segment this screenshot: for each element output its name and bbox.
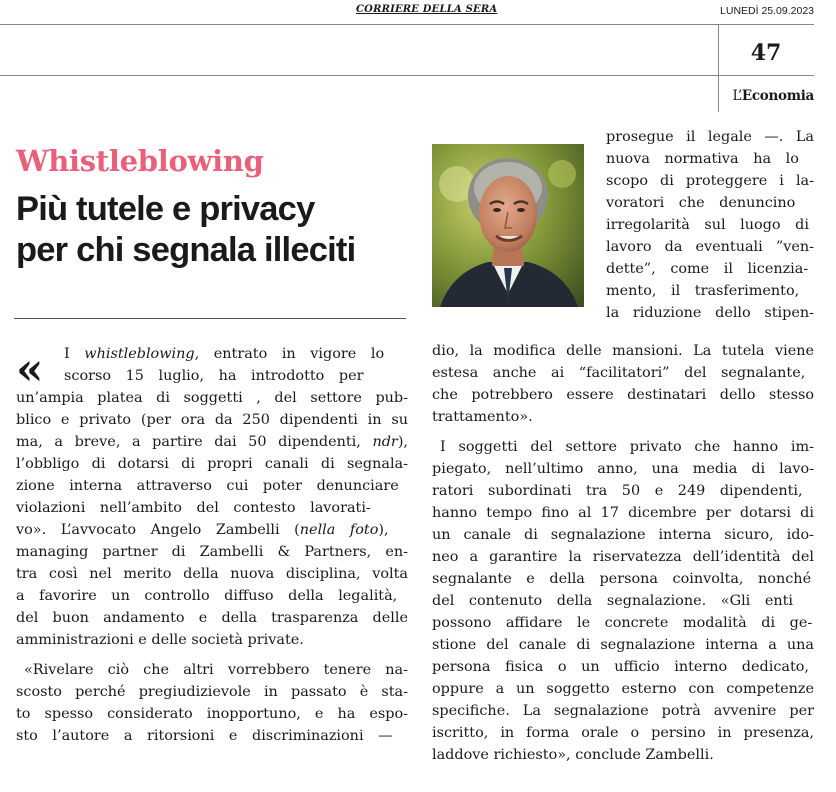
text-line: voratori che denuncino [606, 195, 796, 211]
text-line: del buon andamento e della trasparenza delle [16, 610, 408, 626]
text-line: mento, il trasferimento, [606, 283, 800, 299]
portrait-image [432, 144, 584, 307]
text-line: sto l’autore a ritorsioni e discriminazioni — [16, 728, 393, 744]
text-line: dette”, come il licenzia- [606, 261, 809, 277]
text-line: vo». L’avvocato Angelo Zambelli (nella foto), [16, 522, 389, 538]
headline-line: per chi segnala illeciti [16, 231, 356, 269]
article-kicker: Whistleblowing [16, 144, 264, 178]
text-line: un canale di segnalazione interna sicuro, ido- [432, 527, 814, 543]
text-line: prosegue il legale —. La [606, 129, 814, 145]
author-photo [432, 144, 584, 307]
text-line: zione interna attraverso cui poter denunciare [16, 478, 399, 494]
section-name [732, 88, 814, 104]
text-line: un’ampia platea di soggetti , del settore pub- [16, 390, 408, 406]
section-prefix: L’ [732, 88, 742, 104]
text-line: la riduzione dello stipen- [606, 305, 814, 321]
text-line: hanno tempo fino al 17 dicembre per dotarsi di [432, 505, 814, 521]
text-line: amministrazioni e delle società private. [16, 632, 304, 648]
text-line: blico e privato (per ora da 250 dipendenti in su [16, 412, 408, 428]
page-number-rule [718, 75, 814, 76]
text-line: scopo di proteggere i la- [606, 173, 814, 189]
text-line: nuova normativa ha lo [606, 151, 799, 167]
text-line: stione del canale di segnalazione interna a una [432, 637, 814, 653]
page-number: 47 [750, 40, 782, 66]
headline-line: Più tutele e privacy [16, 190, 315, 228]
text-line: a favorire un controllo diffuso della legalità, [16, 588, 398, 604]
text-line: persona fisica o un ufficio interno dedicato, [432, 659, 809, 675]
text-line: piegato, nell’ultimo anno, una media di lavo- [432, 461, 814, 477]
headline-rule [14, 318, 406, 319]
top-rule [0, 24, 814, 25]
text-line: scorso 15 luglio, ha introdotto per [64, 368, 364, 384]
text-line: tra così nel merito della nuova disciplina, volta [16, 566, 408, 582]
text-line: del contenuto della segnalazione. «Gli enti [432, 593, 794, 609]
text-line: irregolarità sul luogo di [606, 217, 809, 233]
text-line: ratori subordinati tra 50 e 249 dipendenti, [432, 483, 803, 499]
text-line: laddove richiesto», conclude Zambelli. [432, 747, 714, 763]
text-line: specifiche. La segnalazione potrà avvenire per [432, 703, 814, 719]
text-line: violazioni nell’ambito del contesto lavorati- [16, 500, 371, 516]
text-line: dio, la modifica delle mansioni. La tutela viene [432, 343, 814, 359]
page-number-divider [718, 24, 719, 112]
text-line: to spesso considerato inopportuno, e ha espo- [16, 706, 408, 722]
section-label: Economia [741, 88, 814, 104]
text-line: managing partner di Zambelli & Partners, en- [16, 544, 408, 560]
text-line: oppure a un soggetto esterno con competenze [432, 681, 814, 697]
text-line: I whistleblowing, entrato in vigore lo [64, 346, 385, 362]
text-line: segnalante e della persona coinvolta, nonché [432, 571, 812, 587]
text-line: iscritto, in forma orale o persino in presenza, [432, 725, 814, 741]
text-line: neo a garantire la riservatezza dell’identità del [432, 549, 814, 565]
issue-date: LUNEDÌ 25.09.2023 [720, 5, 814, 17]
text-line: l’obbligo di dotarsi di propri canali di segnala- [16, 456, 408, 472]
text-line: ma, a breve, a partire dai 50 dipendenti, ndr), [16, 434, 409, 450]
text-line: che potrebbero essere destinatari dello stesso [432, 387, 814, 403]
header-rule [0, 75, 718, 76]
text-line: lavoro da eventuali ”ven- [606, 239, 814, 255]
text-line: I soggetti del settore privato che hanno im- [440, 439, 814, 455]
text-line: possono affidare le concrete modalità di ge- [432, 615, 813, 631]
text-line: estesa anche ai “facilitatori” del segnalante, [432, 365, 806, 381]
newspaper-name: CORRIERE DELLA SERA [356, 4, 498, 15]
drop-quote-mark: « [16, 344, 44, 395]
article-headline [16, 189, 436, 271]
text-line: «Rivelare ciò che altri vorrebbero tenere na- [24, 662, 408, 678]
text-line: scosto perché pregiudizievole in passato è sta- [16, 684, 408, 700]
text-line: trattamento». [432, 409, 533, 425]
